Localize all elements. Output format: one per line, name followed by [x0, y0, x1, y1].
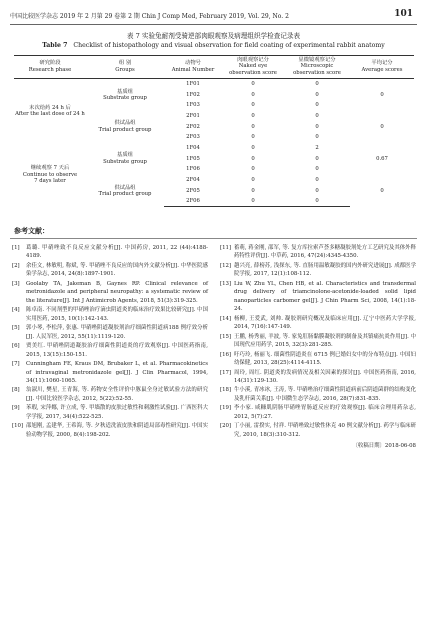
journal-header: 中国比较医学杂志 2019 年 2 月第 29 卷第 2 期 Chin J Comp Med, February 2019, Vol. 29, No. 2 [10, 13, 289, 20]
animal-cell: 1F06 [186, 166, 200, 173]
reference-item: [9] 苯瑕, 宋萍娜, 许立成, 等. 甲墙散的皮肤过敏性和刺激性试验[J]. 广西医科大学学报, 2017, 34(4):522-525. [12, 405, 208, 420]
references-heading: 参考文献： [14, 226, 49, 235]
micro-cell: 0 [315, 91, 319, 98]
table-header-row [14, 56, 414, 79]
animal-cell: 1F05 [186, 155, 200, 162]
col-phase: 研究阶段 Research phase [14, 56, 86, 79]
avg-cell: 0 [380, 187, 384, 194]
naked-cell: 0 [251, 112, 255, 119]
col-naked: 肉眼观察记分 Naked eye observation score [222, 56, 284, 79]
micro-cell: 0 [284, 196, 350, 207]
animal-cell: 2F03 [186, 134, 200, 141]
table-caption [0, 32, 427, 50]
reference-item: [2] 余佳文, 林敏明, 称斌, 等. 甲硝唑不良反应的国内外文献分析[J]. 中华医院感染学杂志, 2014, 24(8):1897-1901. [12, 262, 208, 278]
animal-cell: 2F06 [164, 196, 222, 207]
reference-item: [5] 郭小琴, 李松萍, 张惠. 甲硝唑阴道凝胶剂治疗细菌性阴道病188 例疗效分析[J]. 人民军医, 2012, 55(11):1119-120. [12, 325, 208, 340]
reference-item: [15] 王鹏, 杨秀丽, 羊波, 等. 家兔肛肠黏膜凝胶剂的制备及其镇痛抗炎作用[J]. 中国现代应用药学, 2015, 32(3):281-285. [220, 333, 416, 348]
col-groups: 组 别 Groups [86, 56, 164, 79]
col-avg: 平均记分 Average scores [350, 56, 414, 79]
naked-cell: 0 [251, 187, 255, 194]
reference-item: [4] 陈卓南. 不同剂型的甲硝唑治疗滴虫阴道炎的临床治疗效果比较研究[J]. 中国实用医药, 2015, 10(1):142-143. [12, 307, 208, 322]
reference-item: [3] Goolaby TA, Jakeman B, Gaynes RP. Clinical relevance of metronidazole and peripheral neuropathy: a systematic review of the literature[J]. Int J Antimicrob Agents, 2018, 51(3):319-325. [12, 280, 208, 304]
animal-cell: 2F01 [186, 112, 200, 119]
animal-cell: 1F01 [186, 81, 200, 88]
results-table [14, 55, 414, 207]
micro-cell: 0 [315, 166, 319, 173]
reference-item: [18] 牛小溪, 青冰冰, 王涛, 等. 甲硝唑治疗细菌性阴道病前后阴道菌群的结构变化及乳杆菌关系[J]. 中国微生态学杂志, 2016, 28(7):831-835. [220, 387, 416, 402]
naked-cell: 0 [251, 177, 255, 184]
table-label: Table 7 [42, 42, 68, 49]
micro-cell: 0 [315, 177, 319, 184]
reference-item: [7] Cunningham FE, Kraus DM, Brubaker L, et al. Pharmacokinetics of intravaginal metronidazole gel[J]. J Clin Pharmacol, 1994, 34(11):1060-1065. [12, 361, 208, 384]
references-left-column [12, 244, 208, 440]
micro-cell: 0 [315, 123, 319, 130]
table-row [14, 79, 414, 90]
col-animal: 动物号 Animal Number [164, 56, 222, 79]
group-cell: 基质组 Substrate group [103, 88, 147, 101]
animal-cell: 2F05 [186, 187, 200, 194]
group-cell: 供试品组 Trial product group [98, 184, 152, 197]
micro-cell: 0 [315, 81, 319, 88]
table-caption-cn: 表 7 实验兔耐剂受骑逆部肉眼观察及病理组织学检查记录表 [126, 32, 301, 40]
micro-cell: 2 [315, 144, 319, 151]
reference-item: [19] 李小家. 咸糠肌阴肠甲硝唑胃肠道反应的疗效观察[J]. 临床合理用药杂志, 2012, 5(7):27. [220, 405, 416, 420]
group-cell: 基质组 Substrate group [103, 152, 147, 165]
col-micro: 显微镜观察记分 Microscopic observation score [284, 56, 350, 79]
references-right-column [220, 244, 416, 450]
page-number: 101 [394, 9, 413, 19]
naked-cell: 0 [251, 123, 255, 130]
references-rule [10, 238, 417, 239]
group-cell: 供试品组 Trial product group [98, 120, 152, 133]
reference-item: [20] 丁小丽, 雷揆实, 付祥. 甲硝唑致过敏性休克 40 例文献分析[J]. 药学与临床研究, 2010, 18(3):310-312. [220, 423, 416, 438]
micro-cell: 0 [315, 187, 319, 194]
animal-cell: 1F03 [186, 102, 200, 109]
avg-cell: 0.67 [376, 155, 388, 162]
reference-item: [14] 杨柳, 王爱武, 刘帅. 凝胶剂研究概况及临床应用[J]. 辽宁中医药大学学报, 2014, 7(16):147-149. [220, 315, 416, 330]
animal-cell: 1F04 [186, 144, 200, 151]
animal-cell: 2F02 [186, 123, 200, 130]
running-header [10, 11, 417, 23]
reference-item: [8] 翁淑川, 樊星, 王青海, 等. 药物安全性评价中豚鼠全身过敏试验方法的研究[J]. 中国比较医学杂志, 2012, 5(22):52-55. [12, 387, 208, 402]
micro-cell: 0 [315, 155, 319, 162]
micro-cell: 0 [315, 112, 319, 119]
animal-cell: 1F02 [186, 91, 200, 98]
received-date: 〔收稿日期〕2018-06-08 [352, 443, 416, 450]
reference-item: [12] 趟兴亮, 薛榜苏, 浅探东, 等. 直肠用温敏凝胶的国内外研究进展[J]. 成都医学院学报, 2017, 12(1):108-112. [220, 262, 416, 278]
animal-cell: 2F04 [186, 177, 200, 184]
reference-item: [13] Liu W, Zhu YL, Chen HB, et al. Characteristics and transdermal drug delivery of triamcinolone-acetonide-loaded solid lipid nanoparticles carbomer gel[J]. J Chin Pharm Sci, 2008, 14(1):18-24. [220, 280, 416, 312]
reference-item: [11] 蓄萌, 蒋金刚, 邵军, 等. 复方库拉索芦荟多糖凝胶剂处方工艺研究及其体外释药特性评价[J]. 中草药, 2016, 47(24):4345-4350. [220, 245, 416, 260]
header-rule [10, 24, 417, 25]
table-row [14, 143, 414, 154]
avg-cell: 0 [380, 91, 384, 98]
micro-cell: 0 [315, 134, 319, 141]
naked-cell: 0 [251, 91, 255, 98]
naked-cell: 0 [251, 166, 255, 173]
reference-item: [10] 邵旭刚, 孟建华, 王希海, 等. 夕秋适洗液皮肤和阴道局部毒性研究[J]. 中国实验动物学报, 2000, 8(4):198-202. [12, 423, 208, 438]
reference-item: [16] 吁巧玲, 杨丽飞. 细菌性阴道炎在 6715 例已婚妇女中的分布特点[J]. 中国妇幼保健, 2013, 28(25):4114-4115. [220, 351, 416, 366]
phase-cell: 末次给药 24 h 后 After the last dose of 24 h [15, 104, 85, 118]
naked-cell: 0 [251, 81, 255, 88]
naked-cell: 0 [222, 196, 284, 207]
naked-cell: 0 [251, 155, 255, 162]
reference-item: [6] 贾美红. 甲硝唑阴道凝胶治疗细菌性阴道炎的疗效观察[J]. 中国医药指南, 2015, 13(15):150-151. [12, 343, 208, 358]
avg-cell: 0 [380, 123, 384, 130]
table-caption-en: Table 7 Checklist of histopathology and visual observation for field coating of experimental rabbit anatomy [42, 42, 385, 49]
phase-cell: 继续观察 7 天后 Continue to observe 7 days later [22, 165, 78, 185]
reference-item: [1] 葛璐. 甲硝唑致不良反应文献分析[J]. 中国药房, 2011, 22 (44):4188-4189. [12, 245, 208, 260]
naked-cell: 0 [251, 144, 255, 151]
reference-item: [17] 周玲, 周红. 阴道炎的发病情况及相关因素的探讨[J]. 中国医药指南, 2016, 14(31):129-130. [220, 369, 416, 384]
micro-cell: 0 [315, 102, 319, 109]
naked-cell: 0 [251, 134, 255, 141]
naked-cell: 0 [251, 102, 255, 109]
